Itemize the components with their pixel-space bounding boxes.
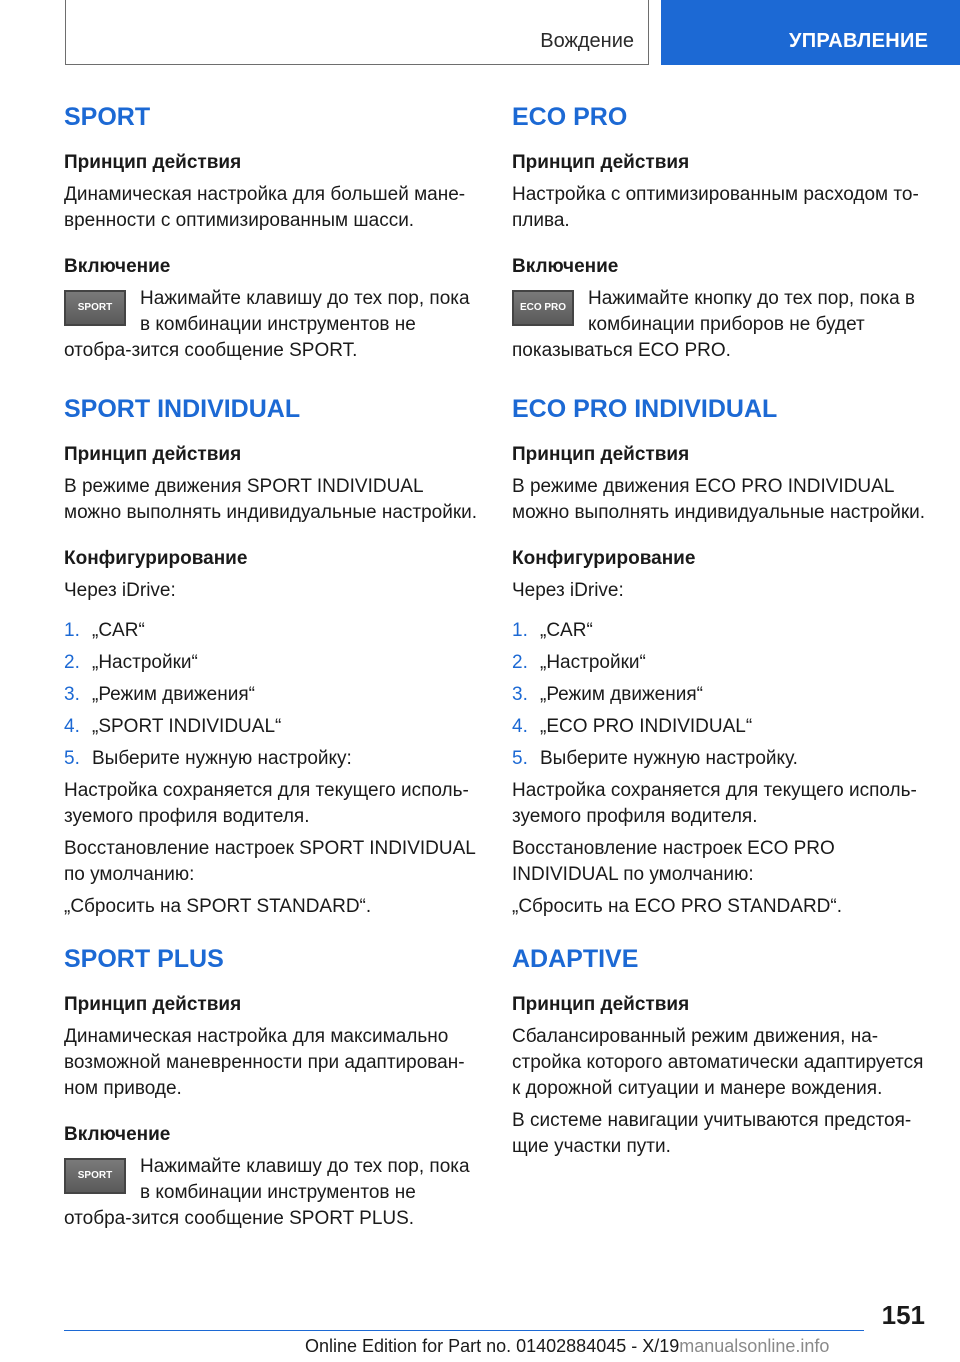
section-adaptive xyxy=(512,942,932,1160)
via-idrive: Через iDrive: xyxy=(512,580,624,601)
principle-text: Динамическая настройка для большей мане-вренности с оптимизированным шасси. xyxy=(64,184,466,231)
section-title: ADAPTIVE xyxy=(512,945,639,973)
reset-text: Восстановление настроек ECO PRO INDIVIDUAL по умолчанию: xyxy=(512,838,835,885)
list-item: 2. „Настройки“ xyxy=(512,652,646,673)
saved-text: Настройка сохраняется для текущего исполь-зуемого профиля водителя. xyxy=(64,780,469,827)
principle-heading: Принцип действия xyxy=(64,152,242,173)
section-title: ECO PRO INDIVIDUAL xyxy=(512,395,778,423)
section-title: ECO PRO xyxy=(512,103,628,131)
edition-text: Online Edition for Part no. 01402884045 - X/19 xyxy=(305,1336,680,1356)
list-item: 1. „CAR“ xyxy=(512,620,593,641)
eco-pro-button-icon: ECO PRO xyxy=(512,290,574,326)
list-item: 5. Выберите нужную настройку: xyxy=(64,748,352,769)
activation-paragraph xyxy=(64,286,484,364)
principle-text: Динамическая настройка для максимально возможной маневренности при адаптирован-ном приводе. xyxy=(64,1026,465,1099)
via-idrive: Через iDrive: xyxy=(64,580,176,601)
section-eco-pro-individual xyxy=(512,392,932,920)
header-section-tab xyxy=(65,0,649,65)
footer-divider xyxy=(64,1330,864,1331)
list-item: 2. „Настройки“ xyxy=(64,652,198,673)
left-column xyxy=(64,100,484,1258)
activation-heading: Включение xyxy=(64,256,171,277)
principle-text: В режиме движения SPORT INDIVIDUAL можно выполнять индивидуальные настройки. xyxy=(64,476,478,523)
list-item: 4. „ECO PRO INDIVIDUAL“ xyxy=(512,716,753,737)
reset-value: „Сбросить на ECO PRO STANDARD“. xyxy=(512,896,843,917)
reset-value: „Сбросить на SPORT STANDARD“. xyxy=(64,896,372,917)
section-sport-plus xyxy=(64,942,484,1232)
header-chapter-label: УПРАВЛЕНИЕ xyxy=(789,30,929,52)
principle-heading: Принцип действия xyxy=(512,994,690,1015)
config-heading: Конфигурирование xyxy=(64,548,248,569)
list-item: 1. „CAR“ xyxy=(64,620,145,641)
steps-list xyxy=(64,618,484,772)
sport-button-icon: SPORT xyxy=(64,1158,126,1194)
section-sport-individual xyxy=(64,392,484,920)
principle-heading: Принцип действия xyxy=(512,152,690,173)
activation-heading: Включение xyxy=(512,256,619,277)
activation-heading: Включение xyxy=(64,1124,171,1145)
header-section-label: Вождение xyxy=(540,30,634,52)
page-number: 151 xyxy=(881,1300,925,1330)
watermark-text: manualsonline.info xyxy=(679,1336,830,1356)
principle-text: Настройка с оптимизированным расходом то-плива. xyxy=(512,184,919,231)
sport-button-icon: SPORT xyxy=(64,290,126,326)
principle-heading: Принцип действия xyxy=(512,444,690,465)
list-item: 5. Выберите нужную настройку. xyxy=(512,748,798,769)
list-item: 3. „Режим движения“ xyxy=(64,684,255,705)
section-title: SPORT PLUS xyxy=(64,945,224,973)
principle-heading: Принцип действия xyxy=(64,444,242,465)
activation-text: Нажимайте клавишу до тех пор, пока в комбинации инструментов не отобра-зится сообщение SPORT PLUS. xyxy=(64,1156,470,1229)
navigation-text: В системе навигации учитываются предстоя-щие участки пути. xyxy=(512,1110,912,1157)
section-title: SPORT xyxy=(64,103,151,131)
saved-text: Настройка сохраняется для текущего исполь-зуемого профиля водителя. xyxy=(512,780,917,827)
activation-paragraph xyxy=(512,286,932,364)
principle-text: В режиме движения ECO PRO INDIVIDUAL можно выполнять индивидуальные настройки. xyxy=(512,476,926,523)
header-chapter-tab xyxy=(661,0,960,65)
section-eco-pro xyxy=(512,100,932,364)
right-column xyxy=(512,100,932,1180)
activation-paragraph xyxy=(64,1154,484,1232)
list-item: 3. „Режим движения“ xyxy=(512,684,703,705)
reset-text: Восстановление настроек SPORT INDIVIDUAL по умолчанию: xyxy=(64,838,476,885)
principle-text: Сбалансированный режим движения, на-стройка которого автоматически адаптируется к дорожной ситуации и манере вождения. xyxy=(512,1026,924,1099)
config-heading: Конфигурирование xyxy=(512,548,696,569)
principle-heading: Принцип действия xyxy=(64,994,242,1015)
activation-text: Нажимайте клавишу до тех пор, пока в комбинации инструментов не отобра-зится сообщение SPORT. xyxy=(64,288,470,361)
steps-list xyxy=(512,618,932,772)
list-item: 4. „SPORT INDIVIDUAL“ xyxy=(64,716,282,737)
footer-edition xyxy=(305,1336,829,1357)
activation-text: Нажимайте кнопку до тех пор, пока в комбинации приборов не будет показываться ECO PRO. xyxy=(512,288,916,361)
section-sport xyxy=(64,100,484,364)
section-title: SPORT INDIVIDUAL xyxy=(64,395,301,423)
